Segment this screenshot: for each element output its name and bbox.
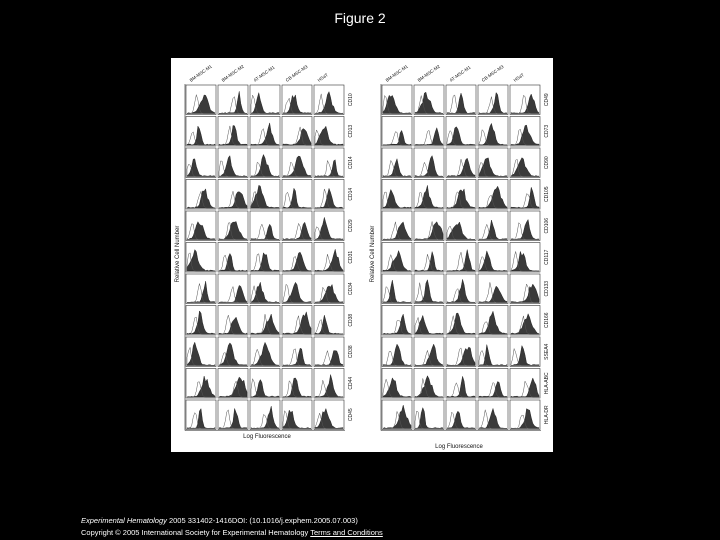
histogram-cell <box>414 306 444 336</box>
left-x-axis-label: Log Fluorescence <box>243 434 291 440</box>
histogram-cell <box>282 85 312 115</box>
histogram-cell <box>510 243 540 273</box>
histogram-cell <box>446 274 476 304</box>
histogram-cell <box>218 243 248 273</box>
histogram-cell <box>446 337 476 367</box>
histogram-cell <box>218 369 248 399</box>
histogram-cell <box>414 243 444 273</box>
marker-label: CD44 <box>348 376 354 390</box>
histogram-cell <box>446 211 476 241</box>
marker-label: CD13 <box>348 124 354 138</box>
histogram-cell <box>414 274 444 304</box>
column-header: BM-MSC-M1 <box>188 63 213 83</box>
histogram-cell <box>250 337 280 367</box>
histogram-cell <box>446 148 476 178</box>
histogram-cell <box>218 306 248 336</box>
histogram-cell <box>282 243 312 273</box>
figure-image <box>171 58 553 452</box>
column-header: BM-MSC-M2 <box>416 63 441 83</box>
histogram-cell <box>414 117 444 147</box>
histogram-cell <box>382 306 412 336</box>
histogram-cell <box>382 243 412 273</box>
histogram-cell <box>186 117 216 147</box>
histogram-cell <box>446 243 476 273</box>
histogram-cell <box>446 369 476 399</box>
histogram-cell <box>382 117 412 147</box>
marker-label: CD73 <box>544 124 550 138</box>
histogram-cell <box>314 148 344 178</box>
right-x-axis-label: Log Fluorescence <box>435 444 483 450</box>
histogram-cell <box>478 180 508 210</box>
histogram-cell <box>382 180 412 210</box>
histogram-cell <box>478 243 508 273</box>
right-y-axis-label: Relative Cell Number <box>370 225 376 283</box>
marker-label: HLA-DR <box>544 405 550 425</box>
histogram-cell <box>314 117 344 147</box>
histogram-cell <box>414 369 444 399</box>
marker-label: CD14 <box>348 187 354 201</box>
histogram-cell <box>446 117 476 147</box>
figure-caption <box>81 515 383 539</box>
histogram-cell <box>510 274 540 304</box>
histogram-cell <box>282 369 312 399</box>
histogram-cell <box>282 400 312 430</box>
histogram-cell <box>382 274 412 304</box>
histogram-cell <box>478 148 508 178</box>
marker-label: CD49 <box>544 93 550 107</box>
marker-label: CD106 <box>544 217 550 234</box>
histogram-cell <box>282 117 312 147</box>
marker-label: CD166 <box>544 312 550 329</box>
histogram-cell <box>414 148 444 178</box>
histogram-cell <box>250 180 280 210</box>
histogram-cell <box>282 180 312 210</box>
histogram-cell <box>186 180 216 210</box>
histogram-cell <box>250 400 280 430</box>
marker-label: CD45 <box>348 408 354 422</box>
histogram-cell <box>382 85 412 115</box>
caption-citation <box>81 515 383 527</box>
histogram-cell <box>186 148 216 178</box>
marker-label: CD38 <box>348 313 354 327</box>
histogram-cell <box>446 85 476 115</box>
column-header: AT-MSC-M1 <box>252 64 276 83</box>
citation-details: 2005 331402-1416DOI: (10.1016/j.exphem.2005.07.003) <box>166 516 358 525</box>
page-title: Figure 2 <box>334 10 386 26</box>
histogram-cell <box>186 85 216 115</box>
histogram-cell <box>446 306 476 336</box>
histogram-cell <box>218 400 248 430</box>
histogram-cell <box>218 337 248 367</box>
histogram-cell <box>186 337 216 367</box>
histogram-cell <box>510 117 540 147</box>
histogram-cell <box>314 274 344 304</box>
histogram-cell <box>446 180 476 210</box>
histogram-cell <box>282 274 312 304</box>
histogram-cell <box>314 369 344 399</box>
marker-label: CD34 <box>348 282 354 296</box>
histogram-cell <box>478 117 508 147</box>
histogram-cell <box>314 337 344 367</box>
histogram-cell <box>314 243 344 273</box>
histogram-cell <box>478 211 508 241</box>
column-header: AT-MSC-M1 <box>448 64 472 83</box>
marker-label: CD31 <box>348 250 354 264</box>
histogram-cell <box>478 274 508 304</box>
marker-label: SSEA4 <box>544 343 550 360</box>
histogram-cell <box>314 85 344 115</box>
histogram-cell <box>414 211 444 241</box>
column-header: BM-MSC-M1 <box>384 63 409 83</box>
histogram-cell <box>414 400 444 430</box>
column-header: HSaT <box>316 72 330 83</box>
terms-link[interactable]: Terms and Conditions <box>310 528 383 537</box>
left-histogram-panel <box>185 64 354 431</box>
histogram-cell <box>478 337 508 367</box>
marker-label: CD117 <box>544 249 550 265</box>
histogram-cell <box>382 369 412 399</box>
right-histogram-panel <box>381 64 550 431</box>
marker-label: CD38 <box>348 345 354 359</box>
histogram-cell <box>186 306 216 336</box>
histogram-cell <box>446 400 476 430</box>
marker-label: CD14 <box>348 156 354 170</box>
histogram-cell <box>510 400 540 430</box>
histogram-cell <box>282 211 312 241</box>
histogram-cell <box>250 369 280 399</box>
marker-label: CD90 <box>544 156 550 170</box>
copyright-text: Copyright © 2005 International Society for Experimental Hematology <box>81 528 311 537</box>
histogram-cell <box>382 337 412 367</box>
histogram-cell <box>218 211 248 241</box>
histogram-cell <box>510 180 540 210</box>
histogram-cell <box>250 117 280 147</box>
histogram-cell <box>250 211 280 241</box>
histogram-cell <box>510 85 540 115</box>
histogram-cell <box>282 337 312 367</box>
histogram-cell <box>218 274 248 304</box>
histogram-cell <box>186 211 216 241</box>
marker-label: CD29 <box>348 219 354 233</box>
histogram-cell <box>510 148 540 178</box>
marker-label: CD105 <box>544 186 550 203</box>
column-header: HSaT <box>512 72 526 83</box>
left-y-axis-label: Relative Cell Number <box>175 225 181 283</box>
histogram-cell <box>282 306 312 336</box>
histogram-cell <box>382 148 412 178</box>
histogram-cell <box>250 243 280 273</box>
histogram-cell <box>186 369 216 399</box>
histogram-cell <box>314 180 344 210</box>
histogram-cell <box>250 306 280 336</box>
histogram-cell <box>218 85 248 115</box>
journal-name: Experimental Hematology <box>81 516 167 525</box>
histogram-cell <box>314 211 344 241</box>
histogram-cell <box>478 369 508 399</box>
histogram-cell <box>414 337 444 367</box>
histogram-cell <box>478 306 508 336</box>
histogram-cell <box>250 274 280 304</box>
histogram-cell <box>478 85 508 115</box>
marker-label: CD133 <box>544 280 550 297</box>
caption-copyright <box>81 527 383 539</box>
histogram-cell <box>382 400 412 430</box>
histogram-cell <box>250 85 280 115</box>
histogram-cell <box>414 85 444 115</box>
histogram-cell <box>510 306 540 336</box>
histogram-cell <box>218 148 248 178</box>
histogram-cell <box>218 117 248 147</box>
histogram-cell <box>250 148 280 178</box>
histogram-cell <box>510 337 540 367</box>
histogram-cell <box>510 211 540 241</box>
column-header: CB-MSC-M3 <box>284 64 309 83</box>
marker-label: HLA-ABC <box>544 372 550 395</box>
histogram-cell <box>510 369 540 399</box>
histogram-cell <box>282 148 312 178</box>
column-header: CB-MSC-M3 <box>480 64 505 83</box>
column-header: BM-MSC-M2 <box>220 63 245 83</box>
histogram-cell <box>186 400 216 430</box>
histogram-cell <box>218 180 248 210</box>
histogram-cell <box>314 306 344 336</box>
histogram-cell <box>382 211 412 241</box>
histogram-cell <box>314 400 344 430</box>
histogram-cell <box>186 243 216 273</box>
marker-label: CD10 <box>348 93 354 107</box>
histogram-cell <box>186 274 216 304</box>
histogram-cell <box>478 400 508 430</box>
histogram-cell <box>414 180 444 210</box>
